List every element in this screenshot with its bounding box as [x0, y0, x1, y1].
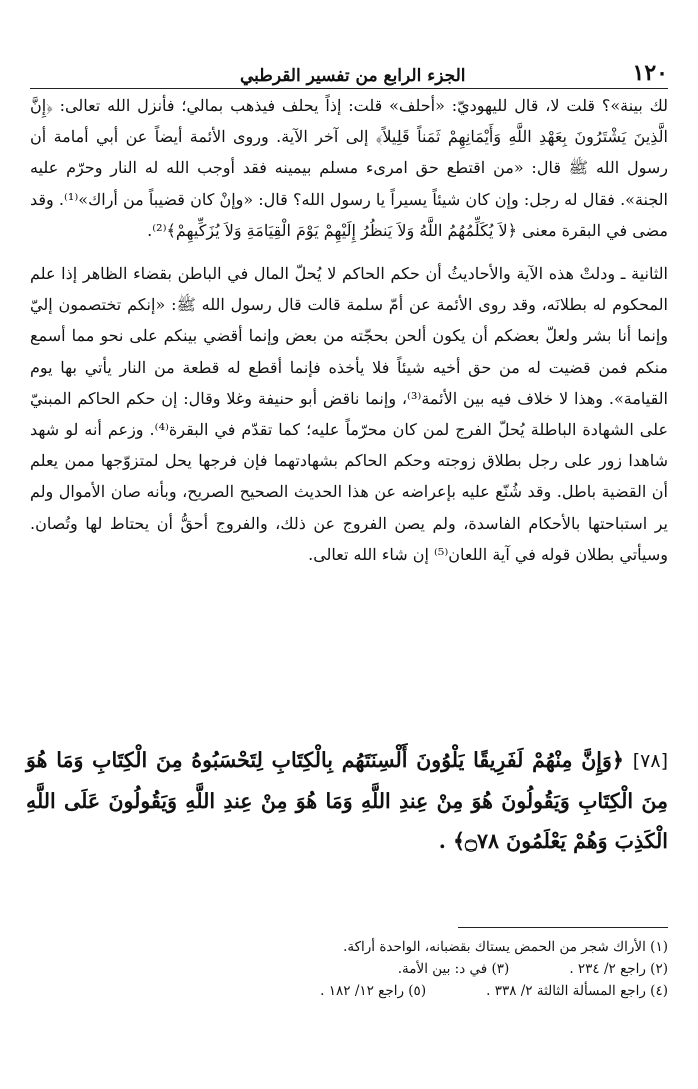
quran-verse [26, 740, 668, 861]
footnotes [30, 936, 668, 1002]
paragraph-2: الثانية ـ ودلتْ هذه الآية والأحاديثُ أن حكم الحاكم لا يُحلّ المال في الباطن بقضاء الظاهر إذا علم المحكوم له بطلانَه، وقد روى الأئمة عن أمّ سلمة قالت قال رسول الله ﷺ: «إنكم تختصمون إليّ وإنما أنا بشر ولعلّ بعضكم أن يكون ألحن بحجّته من بعض وإنما أقضي بينكم على نحو مما أسمع منكم فمن قضيت له من حق أخيه شيئاً فلا يأخذه فإنما أقطع له قطعة من النار يأتي بها يوم القيامة». وهذا لا خلاف فيه بين الأئمة⁽³⁾، وإنما ناقض أبو حنيفة وغلا وقال: إن حكم الحاكم المبنيّ على الشهادة الباطلة يُحلّ الفرج لمن كان محرّماً عليه؛ كما تقدّم في البقرة⁽⁴⁾. وزعم أنه لو شهد شاهدا زور على رجل بطلاق زوجته وحكم الحاكم بشهادتهما فإن فرجها يحل لمتزوّجها ممن يعلم أن القضية باطل. وقد شُنّع عليه بإعراضه عن هذا الحديث الصحيح الصريح، وبأنه صان الأموال ولم ير استباحتها بالأحكام الفاسدة، ولم يصن الفروج عن ذلك، والفروج أحقُّ أن يحتاط لها وتُصان. وسيأتي بطلان قوله في آية اللعان⁽⁵⁾ إن شاء الله تعالى. [30, 264, 669, 564]
footnote-row-3 [30, 980, 668, 1002]
paragraph-1: لك بينة»؟ قلت لا، قال لليهوديّ: «أحلف» قلت: إذاً يحلف فيذهب بمالي؛ فأنزل الله تعالى: ﴿إِنَّ الَّذِينَ يَشْتَرُونَ بِعَهْدِ اللَّهِ وَأَيْمَانِهِمْ ثَمَناً قَلِيلاً﴾ إلى آخر الآية. وروى الأئمة أيضاً عن أبي أمامة أن رسول الله ﷺ قال: «من اقتطع حق امرىء مسلم بيمينه فقد أوجب الله له النار وحرّم عليه الجنة». فقال له رجل: وإن كان شيئاً يسيراً يا رسول الله؟ قال: «وإنْ كان قضيباً من أراك»⁽¹⁾. وقد مضى في البقرة معنى ﴿لاَ يُكَلِّمُهُمُ اللَّهُ وَلاَ يَنظُرُ إِلَيْهِمْ يَوْمَ الْقِيَامَةِ وَلاَ يُزَكِّيهِمْ﴾⁽²⁾. [30, 96, 669, 240]
footnote-2: (٢) راجع ٢/ ٢٣٤ . [569, 961, 668, 977]
verse-number: [٧٨] [632, 750, 668, 772]
main-text [30, 90, 668, 570]
footnote-divider [458, 927, 668, 928]
footnote-5: (٥) راجع ١٢/ ١٨٢ . [320, 983, 427, 999]
verse-text: ﴿وَإِنَّ مِنْهُمْ لَفَرِيقًا يَلْوُونَ أَلْسِنَتَهُم بِالْكِتَابِ لِتَحْسَبُوهُ مِنَ الْكِتَابِ وَمَا هُوَ مِنَ الْكِتَابِ وَيَقُولُونَ هُوَ مِنْ عِندِ اللَّهِ وَمَا هُوَ مِنْ عِندِ اللَّهِ وَيَقُولُونَ عَلَى اللَّهِ الْكَذِبَ وَهُمْ يَعْلَمُونَ ۝٧٨﴾ . [26, 748, 668, 853]
page-number: ١٢٠ [632, 60, 668, 86]
footnote-3: (٣) في د: بين الأمة. [397, 961, 510, 977]
footnote-row-2 [30, 958, 668, 980]
footnote-1: (١) الأراك شجر من الحمض يستاك بقضبانه، الواحدة أراكة. [343, 939, 668, 955]
header-divider [30, 88, 668, 89]
footnote-4: (٤) راجع المسألة الثالثة ٢/ ٣٣٨ . [486, 983, 668, 999]
page-header [30, 52, 668, 86]
running-title: الجزء الرابع من تفسير القرطبي [240, 66, 466, 86]
